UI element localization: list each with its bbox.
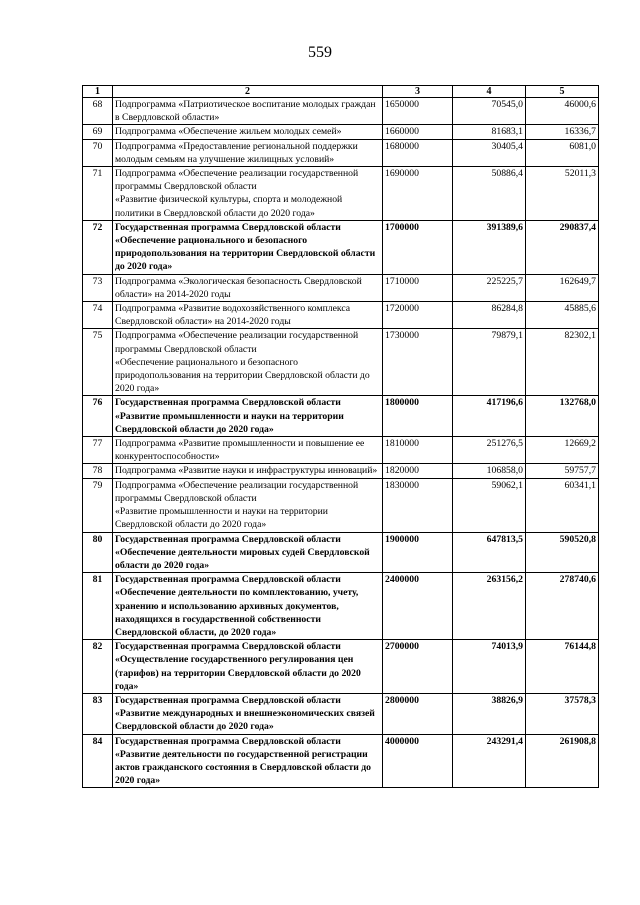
table-row bbox=[83, 478, 599, 532]
value-col-4: 251276,5 bbox=[453, 437, 526, 464]
value-col-5: 46000,6 bbox=[526, 98, 599, 125]
program-code: 1810000 bbox=[383, 437, 453, 464]
program-code: 1720000 bbox=[383, 302, 453, 329]
page-number: 559 bbox=[308, 44, 332, 61]
program-code: 1730000 bbox=[383, 329, 453, 396]
row-number: 84 bbox=[83, 734, 113, 788]
value-col-4: 70545,0 bbox=[453, 98, 526, 125]
row-number: 71 bbox=[83, 167, 113, 221]
program-name: Государственная программа Свердловской области «Развитие промышленности и науки на территории Свердловской области до 2020 года» bbox=[113, 396, 383, 437]
budget-table bbox=[82, 85, 599, 788]
program-code: 2800000 bbox=[383, 693, 453, 734]
header-col-4: 4 bbox=[453, 86, 526, 98]
program-code: 1900000 bbox=[383, 532, 453, 573]
value-col-4: 263156,2 bbox=[453, 573, 526, 640]
value-col-4: 106858,0 bbox=[453, 464, 526, 478]
row-number: 70 bbox=[83, 139, 113, 166]
table-body bbox=[83, 98, 599, 788]
program-name: Подпрограмма «Патриотическое воспитание молодых граждан в Свердловской области» bbox=[113, 98, 383, 125]
value-col-5: 12669,2 bbox=[526, 437, 599, 464]
table-row bbox=[83, 274, 599, 301]
program-name: Подпрограмма «Обеспечение реализации государственной программы Свердловской области «Обеспечение рационального и безопасного природопользования на территории Свердловской области до 2020 года» bbox=[113, 329, 383, 396]
program-name: Подпрограмма «Обеспечение реализации государственной программы Свердловской области «Развитие промышленности и науки на территории Свердловской области до 2020 года» bbox=[113, 478, 383, 532]
value-col-5: 82302,1 bbox=[526, 329, 599, 396]
table-row bbox=[83, 302, 599, 329]
program-code: 1650000 bbox=[383, 98, 453, 125]
program-name: Подпрограмма «Обеспечение жильем молодых семей» bbox=[113, 125, 383, 139]
program-name: Подпрограмма «Предоставление региональной поддержки молодым семьям на улучшение жилищных условий» bbox=[113, 139, 383, 166]
value-col-5: 278740,6 bbox=[526, 573, 599, 640]
program-name: Государственная программа Свердловской области «Обеспечение деятельности мировых судей Свердловской области до 2020 года» bbox=[113, 532, 383, 573]
value-col-5: 59757,7 bbox=[526, 464, 599, 478]
row-number: 75 bbox=[83, 329, 113, 396]
program-name: Подпрограмма «Развитие водохозяйственного комплекса Свердловской области» на 2014-2020 годы bbox=[113, 302, 383, 329]
program-name: Подпрограмма «Экологическая безопасность Свердловской области» на 2014-2020 годы bbox=[113, 274, 383, 301]
value-col-4: 59062,1 bbox=[453, 478, 526, 532]
value-col-4: 38826,9 bbox=[453, 693, 526, 734]
program-code: 1680000 bbox=[383, 139, 453, 166]
program-code: 2700000 bbox=[383, 640, 453, 694]
table-header bbox=[83, 86, 599, 98]
header-col-3: 3 bbox=[383, 86, 453, 98]
value-col-5: 261908,8 bbox=[526, 734, 599, 788]
program-name: Государственная программа Свердловской области «Обеспечение деятельности по комплектованию, учету, хранению и использованию архивных документов, находящихся в государственной собственности Свердловской области, до 2020 года» bbox=[113, 573, 383, 640]
value-col-4: 79879,1 bbox=[453, 329, 526, 396]
value-col-5: 52011,3 bbox=[526, 167, 599, 221]
row-number: 83 bbox=[83, 693, 113, 734]
table-row bbox=[83, 693, 599, 734]
header-col-2: 2 bbox=[113, 86, 383, 98]
row-number: 73 bbox=[83, 274, 113, 301]
row-number: 82 bbox=[83, 640, 113, 694]
value-col-4: 225225,7 bbox=[453, 274, 526, 301]
table-row bbox=[83, 139, 599, 166]
value-col-5: 590520,8 bbox=[526, 532, 599, 573]
table-row bbox=[83, 464, 599, 478]
program-code: 1710000 bbox=[383, 274, 453, 301]
row-number: 72 bbox=[83, 220, 113, 274]
program-name: Государственная программа Свердловской области «Осуществление государственного регулирования цен (тарифов) на территории Свердловской области до 2020 года» bbox=[113, 640, 383, 694]
table-row bbox=[83, 734, 599, 788]
row-number: 74 bbox=[83, 302, 113, 329]
program-code: 4000000 bbox=[383, 734, 453, 788]
table-row bbox=[83, 437, 599, 464]
row-number: 81 bbox=[83, 573, 113, 640]
row-number: 69 bbox=[83, 125, 113, 139]
row-number: 80 bbox=[83, 532, 113, 573]
value-col-5: 45885,6 bbox=[526, 302, 599, 329]
table-row bbox=[83, 640, 599, 694]
program-name: Государственная программа Свердловской области «Обеспечение рационального и безопасного природопользования на территории Свердловской области до 2020 года» bbox=[113, 220, 383, 274]
program-name: Государственная программа Свердловской области «Развитие деятельности по государственной регистрации актов гражданского состояния в Свердловской области до 2020 года» bbox=[113, 734, 383, 788]
header-row bbox=[83, 86, 599, 98]
header-col-5: 5 bbox=[526, 86, 599, 98]
program-code: 1700000 bbox=[383, 220, 453, 274]
program-code: 1820000 bbox=[383, 464, 453, 478]
table-row bbox=[83, 98, 599, 125]
value-col-4: 417196,6 bbox=[453, 396, 526, 437]
program-name: Подпрограмма «Развитие науки и инфраструктуры инноваций» bbox=[113, 464, 383, 478]
header-col-1: 1 bbox=[83, 86, 113, 98]
table-row bbox=[83, 532, 599, 573]
program-name: Подпрограмма «Развитие промышленности и повышение ее конкурентоспособности» bbox=[113, 437, 383, 464]
value-col-5: 290837,4 bbox=[526, 220, 599, 274]
program-name: Подпрограмма «Обеспечение реализации государственной программы Свердловской области «Развитие физической культуры, спорта и молодежной политики в Свердловской области до 2020 года» bbox=[113, 167, 383, 221]
program-code: 2400000 bbox=[383, 573, 453, 640]
table-row bbox=[83, 329, 599, 396]
value-col-4: 50886,4 bbox=[453, 167, 526, 221]
program-code: 1660000 bbox=[383, 125, 453, 139]
value-col-4: 81683,1 bbox=[453, 125, 526, 139]
program-name: Государственная программа Свердловской области «Развитие международных и внешнеэкономических связей Свердловской области до 2020 года» bbox=[113, 693, 383, 734]
program-code: 1690000 bbox=[383, 167, 453, 221]
table-row bbox=[83, 167, 599, 221]
program-code: 1800000 bbox=[383, 396, 453, 437]
value-col-5: 37578,3 bbox=[526, 693, 599, 734]
value-col-5: 162649,7 bbox=[526, 274, 599, 301]
row-number: 77 bbox=[83, 437, 113, 464]
row-number: 68 bbox=[83, 98, 113, 125]
value-col-4: 74013,9 bbox=[453, 640, 526, 694]
value-col-4: 86284,8 bbox=[453, 302, 526, 329]
table-row bbox=[83, 125, 599, 139]
value-col-4: 391389,6 bbox=[453, 220, 526, 274]
row-number: 79 bbox=[83, 478, 113, 532]
program-code: 1830000 bbox=[383, 478, 453, 532]
table-row bbox=[83, 396, 599, 437]
row-number: 76 bbox=[83, 396, 113, 437]
table-row bbox=[83, 220, 599, 274]
value-col-5: 16336,7 bbox=[526, 125, 599, 139]
value-col-4: 647813,5 bbox=[453, 532, 526, 573]
value-col-5: 60341,1 bbox=[526, 478, 599, 532]
value-col-4: 30405,4 bbox=[453, 139, 526, 166]
table-row bbox=[83, 573, 599, 640]
value-col-5: 76144,8 bbox=[526, 640, 599, 694]
value-col-5: 132768,0 bbox=[526, 396, 599, 437]
row-number: 78 bbox=[83, 464, 113, 478]
value-col-4: 243291,4 bbox=[453, 734, 526, 788]
value-col-5: 6081,0 bbox=[526, 139, 599, 166]
